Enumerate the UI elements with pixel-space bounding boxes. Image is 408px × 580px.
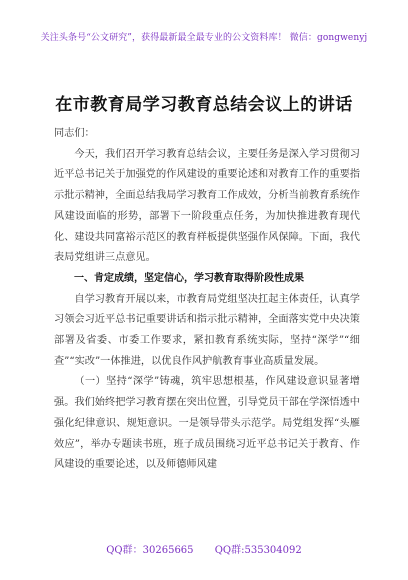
- document-title: 在市教育局学习教育总结会议上的讲话: [55, 95, 353, 115]
- subsection-paragraph: （一）坚持“深学”铸魂，筑牢思想根基，作风建设意识显著增强。我们始终把学习教育摆在突出位置，引导党员干部在学深悟透中强化纪律意识、规矩意识。一是领导带头示范学。局党组发挥“头雁效应”，举办专题读书班，班子成员围绕习近平总书记关于教育、作风建设的重要论述，以及师德师风建: [54, 376, 360, 471]
- salutation: 同志们：: [54, 128, 95, 139]
- footer-qq-group-2: QQ群:535304092: [214, 545, 302, 556]
- section-heading: 一、肯定成绩，坚定信心，学习教育取得阶段性成果: [74, 272, 304, 284]
- section-paragraph: 自学习教育开展以来，市教育局党组坚决扛起主体责任，认真学习领会习近平总书记重要讲话和指示批示精神，全面落实党中央决策部署及省委、市委工作要求，紧扣教育系统实际，坚持“深学”“细查”“实改”一体推进，以优良作风护航教育事业高质量发展。: [54, 293, 360, 367]
- footer-qq-group-1: QQ群：30265665: [106, 545, 194, 556]
- footer-contacts: [0, 541, 408, 556]
- intro-paragraph: 今天，我们召开学习教育总结会议，主要任务是深入学习贯彻习近平总书记关于加强党的作风建设的重要论述和对教育工作的重要指示批示精神，全面总结我局学习教育工作成效，分析当前教育系统作风建设面临的形势，部署下一阶段重点任务，为加快推进教育现代化、建设共同富裕示范区的教育样板提供坚强作风保障。下面，我代表局党组讲三点意见。: [54, 148, 360, 264]
- top-notice: 关注头条号“公文研究”，获得最新最全最专业的公文资料库！ 微信：gongwenyj: [40, 33, 368, 43]
- document-body: [54, 124, 360, 476]
